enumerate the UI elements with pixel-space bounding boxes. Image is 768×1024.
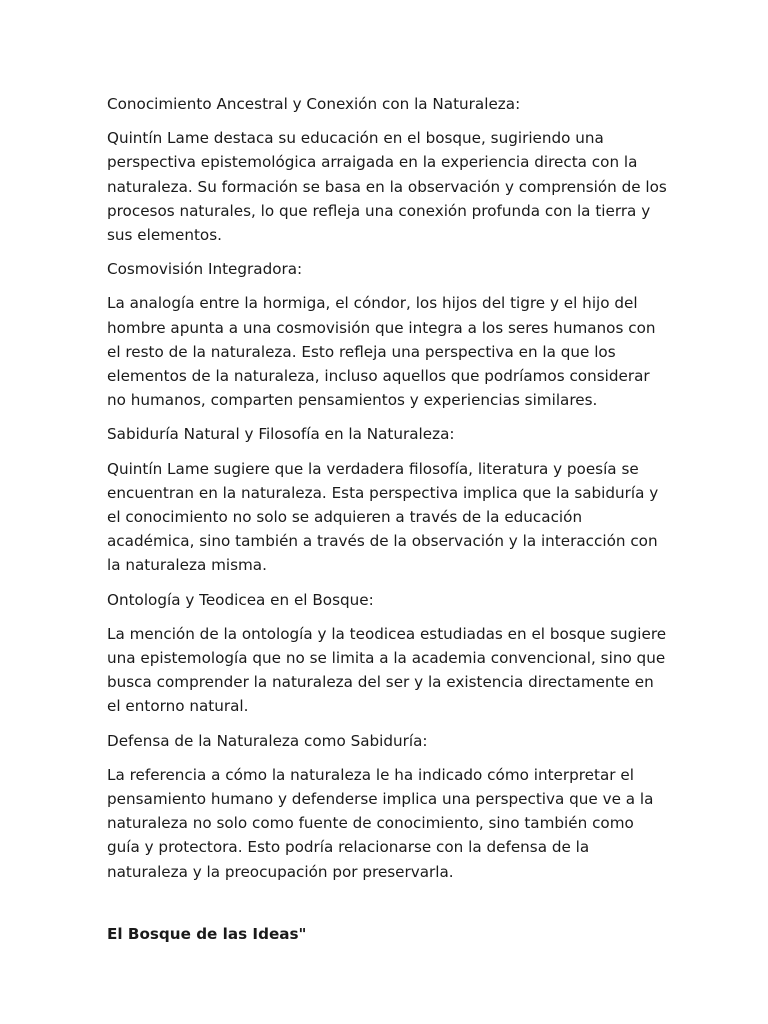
section-body-cosmovision: La analogía entre la hormiga, el cóndor, los hijos del tigre y el hijo del hombre apunta a una cosmovisión que integra a los seres humanos con el resto de la naturaleza. Esto refleja una perspectiva en la que los elementos de la naturaleza, incluso aquellos que podríamos considerar no humanos, comparten pensamientos y experiencias similares.	[107, 294, 656, 410]
section-heading-defensa: Defensa de la Naturaleza como Sabiduría:	[107, 731, 428, 750]
section-body-ontologia: La mención de la ontología y la teodicea estudiadas en el bosque sugiere una epistemología que no se limita a la academia convencional, sino que busca comprender la naturaleza del ser y la existencia directamente en el entorno natural.	[107, 624, 667, 716]
document-page	[107, 92, 667, 946]
section-heading-conocimiento-ancestral: Conocimiento Ancestral y Conexión con la Naturaleza:	[107, 95, 521, 113]
section-body-conocimiento-ancestral: Quintín Lame destaca su educación en el bosque, sugiriendo una perspectiva epistemológica arraigada en la experiencia directa con la naturaleza. Su formación se basa en la observación y comprensión de los procesos naturales, lo que refleja una conexión profunda con la tierra y sus elementos.	[107, 129, 667, 245]
section-body-defensa: La referencia a cómo la naturaleza le ha indicado cómo interpretar el pensamiento humano y defenderse implica una perspectiva que ve a la naturaleza no solo como fuente de conocimiento, sino también como guía y protectora. Esto podría relacionarse con la defensa de la naturaleza y la preocupación por preservarla.	[107, 765, 654, 881]
section-heading-cosmovision: Cosmovisión Integradora:	[107, 260, 303, 279]
section-body-sabiduria-natural: Quintín Lame sugiere que la verdadera filosofía, literatura y poesía se encuentran en la naturaleza. Esta perspectiva implica que la sabiduría y el conocimiento no solo se adquieren a través de la educación académica, sino también a través de la observación y la interacción con la naturaleza misma.	[107, 459, 659, 575]
section-heading-ontologia: Ontología y Teodicea en el Bosque:	[107, 590, 374, 609]
closing-title: El Bosque de las Ideas"	[107, 924, 307, 943]
section-heading-sabiduria-natural: Sabiduría Natural y Filosofía en la Naturaleza:	[107, 425, 455, 444]
